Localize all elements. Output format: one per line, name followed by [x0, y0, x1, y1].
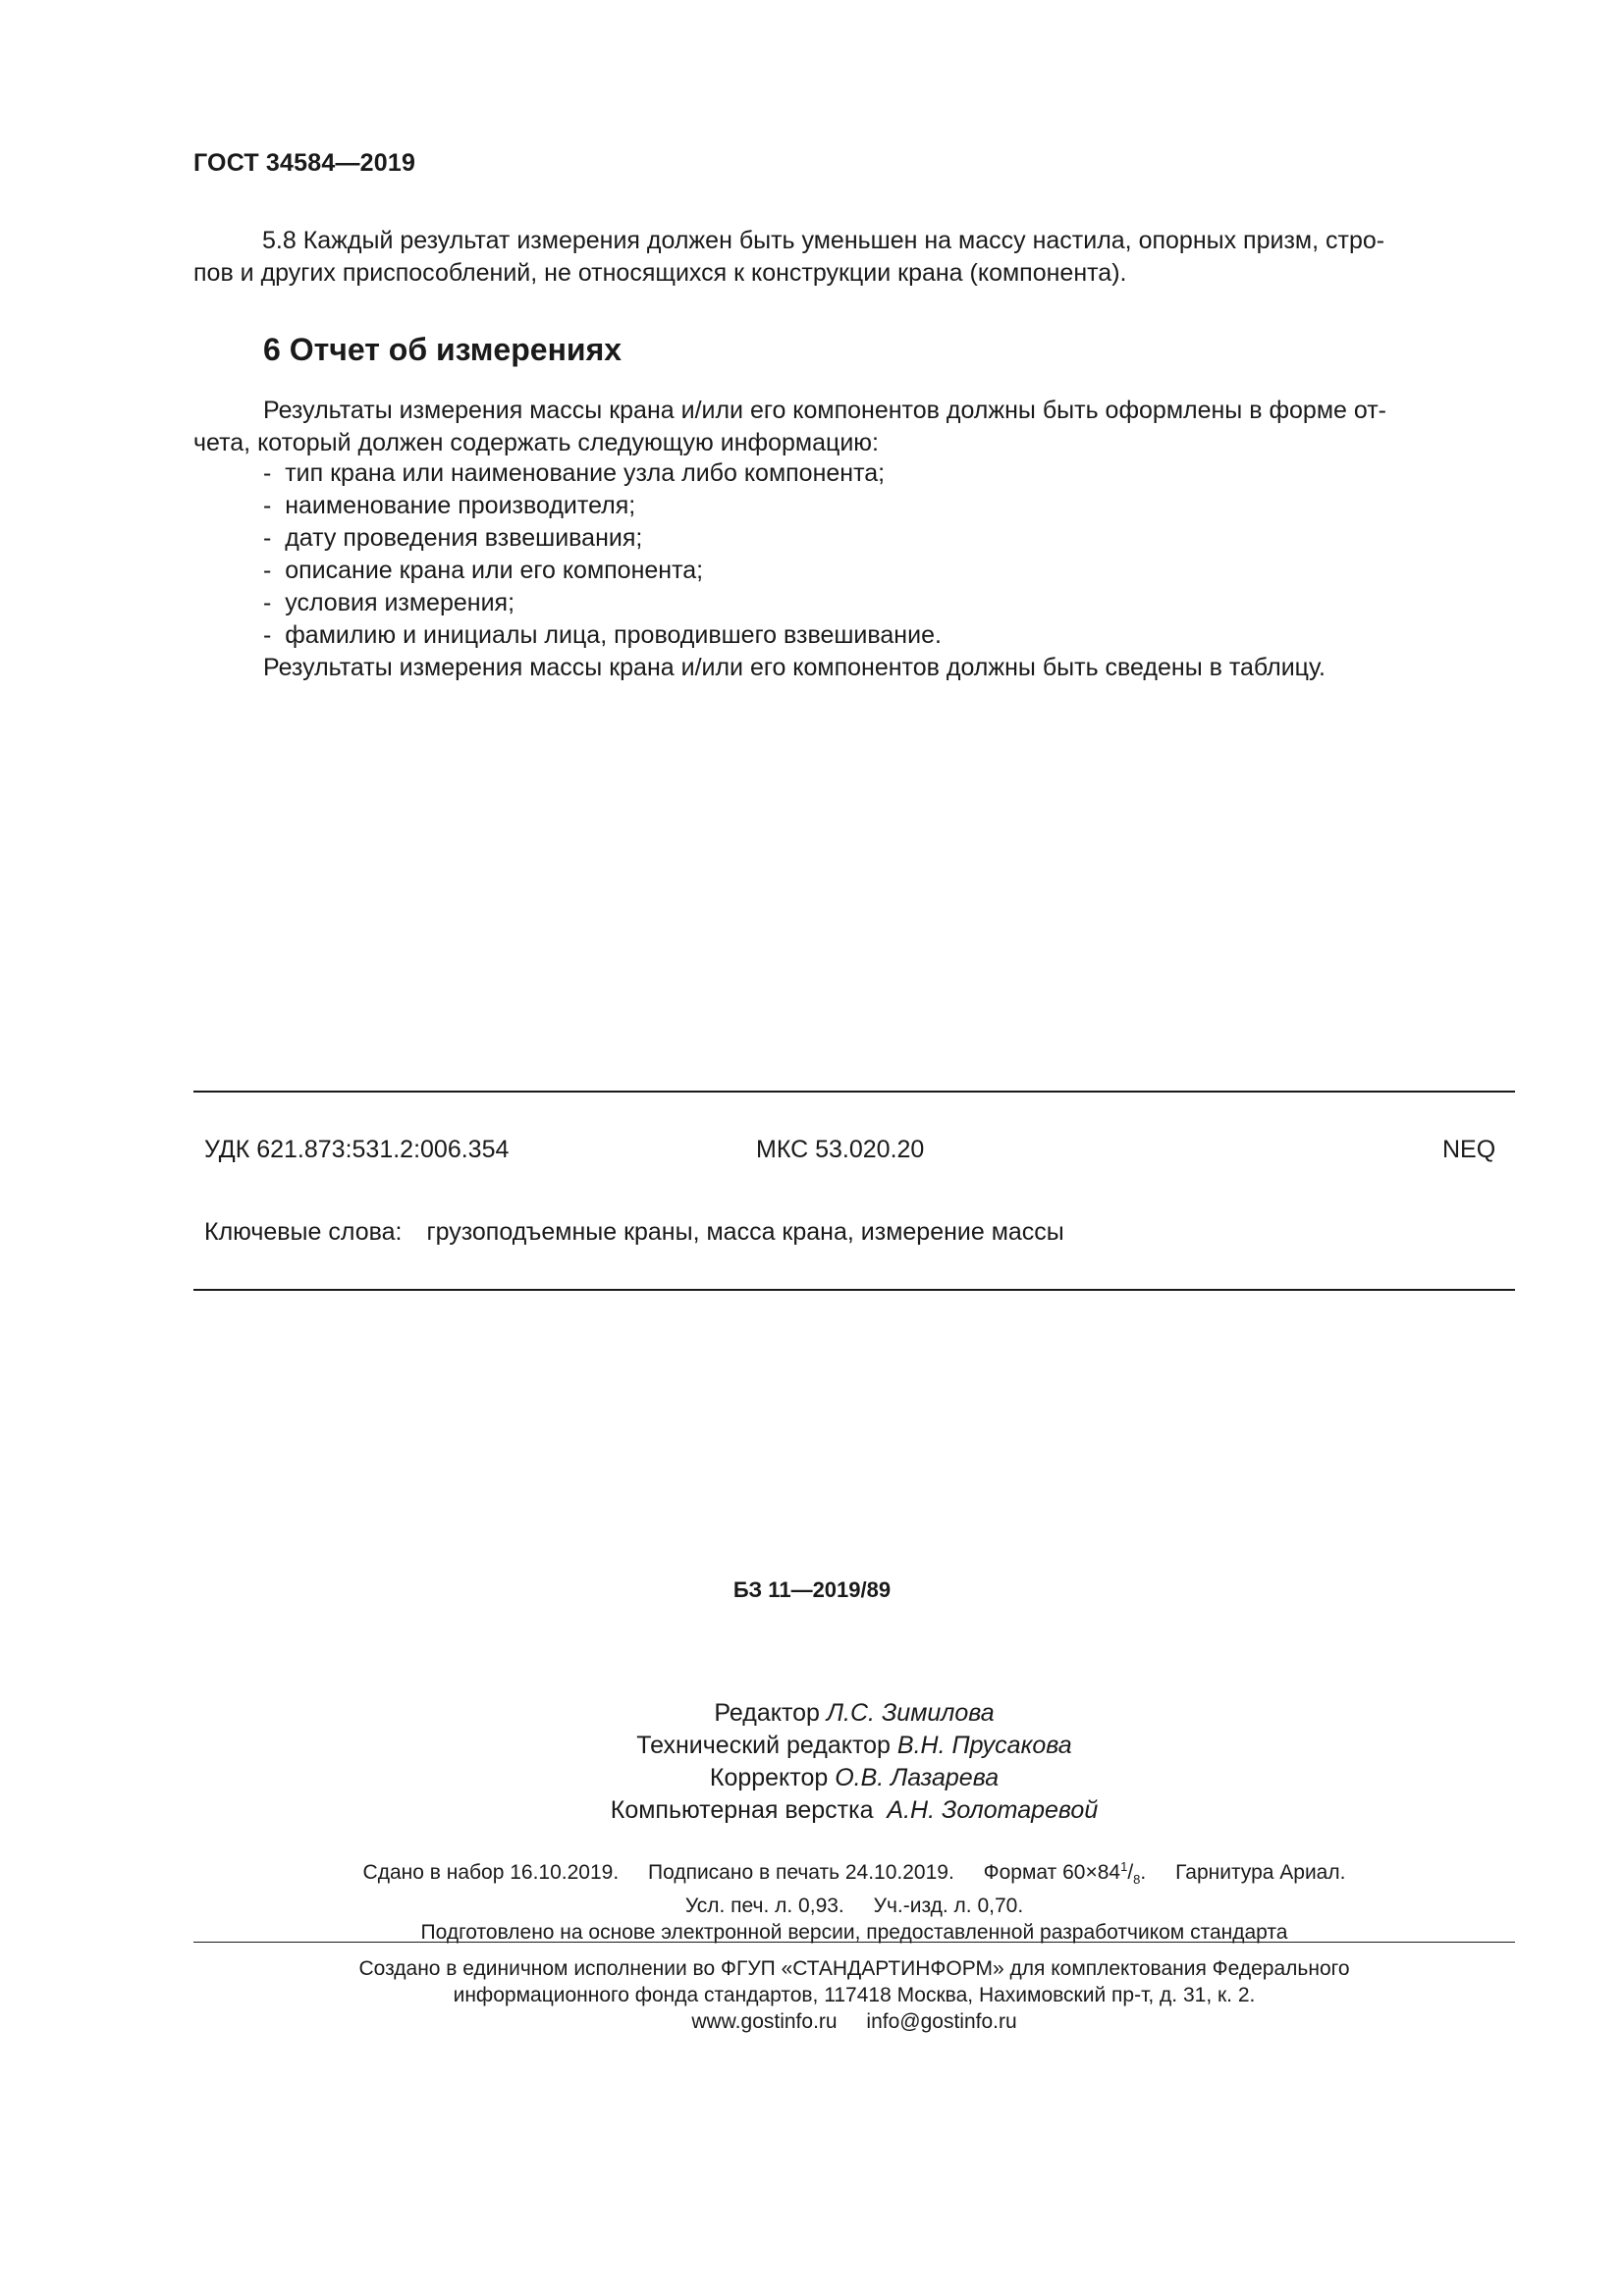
divider-top — [193, 1091, 1515, 1093]
document-code: ГОСТ 34584—2019 — [193, 149, 416, 177]
section-6-intro-line-1: Результаты измерения массы крана и/или его компонентов должны быть оформлены в форме от- — [263, 397, 1386, 424]
divider-bottom — [193, 1289, 1515, 1291]
publisher-contacts — [0, 2008, 1624, 2035]
credit-role: Корректор — [709, 1764, 829, 1791]
section-6-intro-line-2: чета, который должен содержать следующую информацию: — [193, 429, 879, 456]
signed-to-print: Подписано в печать 24.10.2019. — [648, 1861, 954, 1884]
credit-editor — [0, 1697, 1624, 1730]
credit-name: А.Н. Золотаревой — [887, 1796, 1099, 1824]
section-6-intro — [193, 395, 1514, 459]
prepared-note: Подготовлено на основе электронной версии, предоставленной разработчиком стандарта — [420, 1921, 1288, 1945]
typeface: Гарнитура Ариал. — [1175, 1861, 1346, 1884]
uch-izd: Уч.-изд. л. 0,70. — [873, 1895, 1024, 1918]
udk-code: УДК 621.873:531.2:006.354 — [204, 1136, 510, 1163]
format-sub: 8 — [1133, 1872, 1141, 1888]
publisher-info — [0, 1955, 1624, 2035]
print-info — [0, 1853, 1624, 1946]
clause-5-8-line-2: пов и других приспособлений, не относящихся к конструкции крана (компонента). — [193, 259, 1127, 287]
divider-imprint — [193, 1942, 1515, 1943]
credit-layout — [0, 1794, 1624, 1827]
bz-number: БЗ 11—2019/89 — [732, 1577, 892, 1602]
print-info-line-2 — [0, 1893, 1624, 1919]
credit-role: Редактор — [714, 1699, 820, 1727]
publisher-line-2: информационного фонда стандартов, 117418 Москва, Нахимовский пр-т, д. 31, к. 2. — [453, 1984, 1256, 2006]
print-info-line-1 — [0, 1853, 1624, 1893]
list-item: - наименование производителя; — [263, 490, 942, 522]
keywords-value: грузоподъемные краны, масса крана, измерение массы — [426, 1218, 1064, 1246]
keywords — [204, 1218, 1064, 1247]
clause-5-8-line-1: 5.8 Каждый результат измерения должен быть уменьшен на массу настила, опорных призм, стро- — [262, 227, 1385, 254]
credits-block — [0, 1697, 1624, 1827]
list-item: - тип крана или наименование узла либо компонента; — [263, 457, 942, 490]
section-6-title: 6 Отчет об измерениях — [263, 332, 623, 367]
report-contents-list — [263, 457, 942, 652]
credit-name: Л.С. Зимилова — [826, 1699, 995, 1727]
credit-proofreader — [0, 1762, 1624, 1794]
format-suffix: . — [1140, 1861, 1147, 1884]
credit-name: О.В. Лазарева — [835, 1764, 1000, 1791]
publisher-line-1: Создано в единичном исполнении во ФГУП «СТАНДАРТИНФОРМ» для комплектования Федерального — [358, 1957, 1350, 1980]
paper-format — [983, 1859, 1147, 1888]
format-sup: 1 — [1120, 1859, 1128, 1874]
clause-5-8 — [193, 225, 1514, 290]
email-link[interactable]: info@gostinfo.ru — [866, 2010, 1017, 2033]
credit-tech-editor — [0, 1730, 1624, 1762]
usl-pech: Усл. печ. л. 0,93. — [684, 1895, 844, 1918]
list-item: - дату проведения взвешивания; — [263, 522, 942, 555]
list-item: - описание крана или его компонента; — [263, 555, 942, 587]
credit-role: Технический редактор — [636, 1732, 891, 1759]
section-6-closing: Результаты измерения массы крана и/или его компонентов должны быть сведены в таблицу. — [263, 654, 1326, 681]
credit-name: В.Н. Прусакова — [896, 1732, 1072, 1759]
website-link[interactable]: www.gostinfo.ru — [691, 2010, 838, 2033]
format-slash: / — [1127, 1861, 1134, 1884]
list-item: - условия измерения; — [263, 587, 942, 619]
keywords-label: Ключевые слова: — [204, 1218, 403, 1246]
mks-code: МКС 53.020.20 — [756, 1136, 925, 1163]
sent-to-set: Сдано в набор 16.10.2019. — [362, 1861, 620, 1884]
format-prefix: Формат 60×84 — [983, 1861, 1121, 1884]
credit-role: Компьютерная верстка — [610, 1796, 874, 1824]
neq-mark: NEQ — [1442, 1136, 1496, 1163]
list-item: - фамилию и инициалы лица, проводившего взвешивание. — [263, 619, 942, 652]
